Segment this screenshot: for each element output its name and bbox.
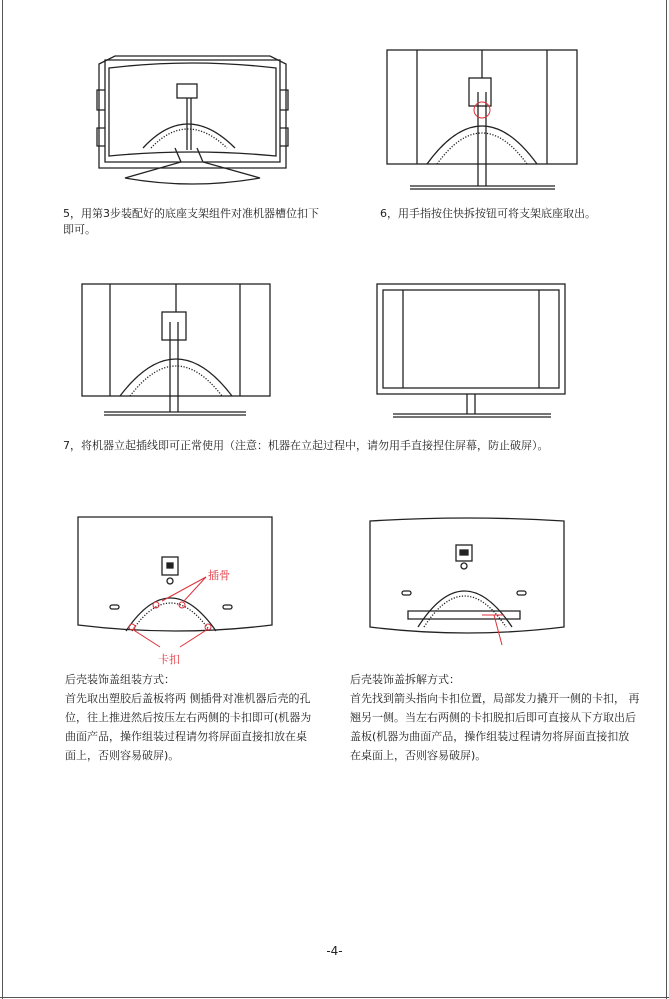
page-number: -4-: [326, 944, 343, 958]
assembly-body: 首先取出塑胶后盖板将两 侧插骨对准机器后壳的孔位，往上推进然后按压左右两侧的卡扣即可(机器为曲面产品，操作组装过程请勿将屏面直接扣放在桌面上，否则容易破屏)。: [65, 692, 312, 762]
step6-illustration: [385, 48, 579, 193]
step7-back-illustration: [80, 282, 274, 422]
page-border-bottom: [0, 997, 669, 998]
page-border-left: [2, 0, 3, 999]
step5-illustration: [95, 50, 290, 190]
disassembly-instructions: [350, 670, 640, 765]
assembly-illustration: [76, 515, 276, 670]
step7-front-illustration: [375, 282, 569, 422]
page-border-right: [666, 0, 667, 999]
assembly-instructions: [65, 670, 317, 765]
step5-caption: 5，用第3步装配好的底座支架组件对准机器槽位扣下 即可。: [63, 207, 319, 236]
disassembly-title: 后壳装饰盖拆解方式：: [350, 673, 460, 686]
clip-label: 卡扣: [158, 653, 180, 666]
step7-caption: 7，将机器立起插线即可正常使用（注意：机器在立起过程中，请勿用手直接捏住屏幕，防止破屏）。: [63, 439, 549, 452]
disassembly-illustration: [368, 515, 568, 655]
assembly-title: 后壳装饰盖组装方式：: [65, 673, 175, 686]
rib-label: 插骨: [208, 569, 230, 582]
disassembly-body: 首先找到箭头指向卡扣位置，局部发力撬开一侧的卡扣， 再翘另一侧。当左右两侧的卡扣脱扣后即可直接从下方取出后盖板(机器为曲面产品，操作组装过程请勿将屏面直接扣放在桌面上，否则容易破屏)。: [350, 692, 640, 762]
step6-caption: 6，用手指按住快拆按钮可将支架底座取出。: [380, 207, 596, 220]
